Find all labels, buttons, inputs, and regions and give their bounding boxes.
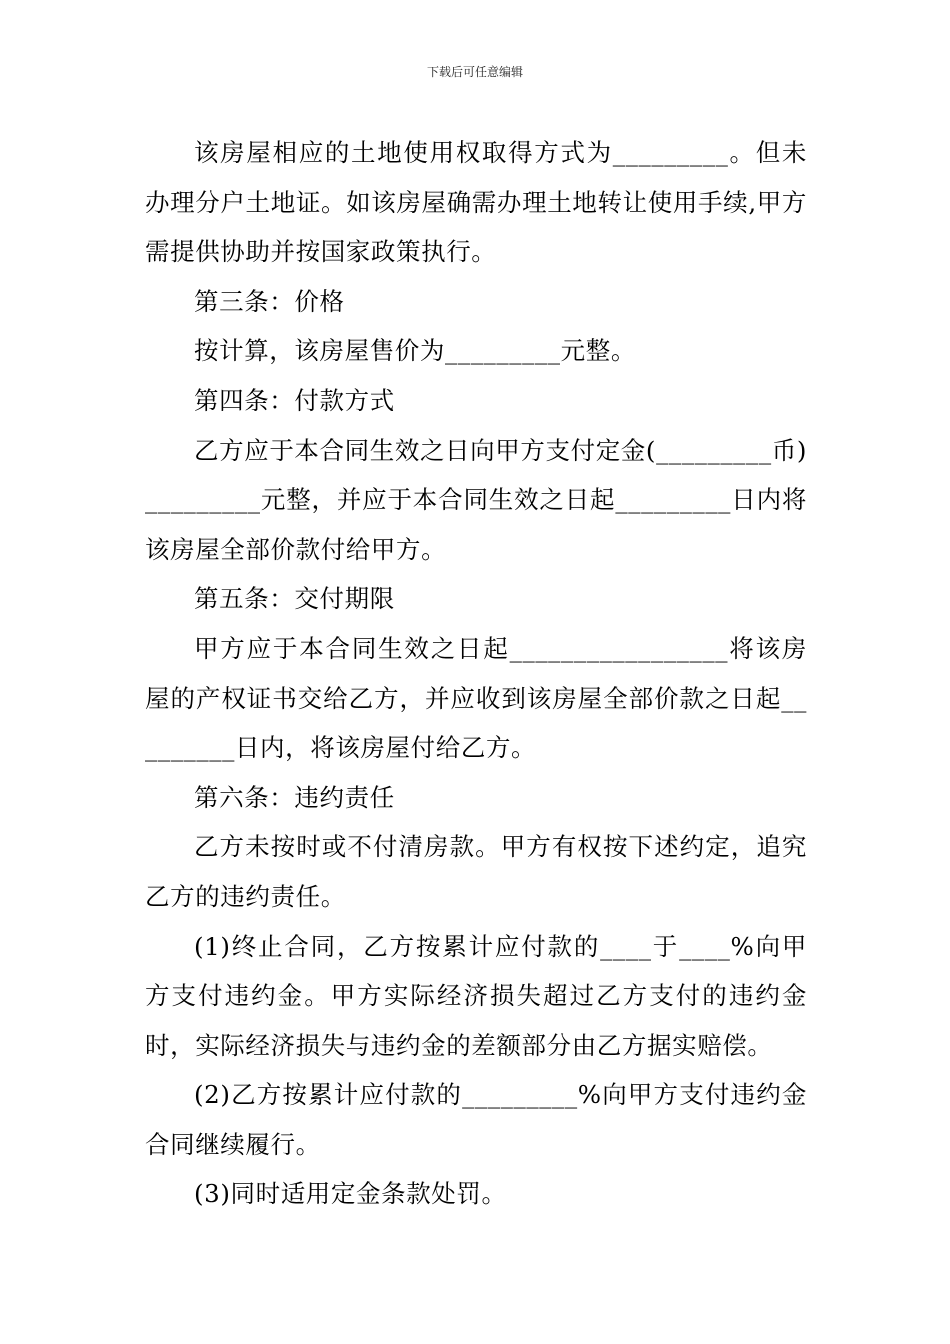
heading-article-6-liability: 第六条：违约责任 [194, 782, 395, 812]
paragraph-payment: 乙方应于本合同生效之日向甲方支付定金(_________币)_________元整，并应于本合同生效之日起_________日内将该房屋全部价款付给甲方。 [145, 435, 807, 564]
paragraph-liability-item-3: (3)同时适用定金条款处罚。 [194, 1179, 507, 1209]
document-body [145, 128, 807, 1219]
heading-article-4-payment: 第四条：付款方式 [194, 385, 395, 415]
heading-article-5-delivery: 第五条：交付期限 [194, 584, 395, 614]
paragraph-liability-item-1: (1)终止合同，乙方按累计应付款的____于____%向甲方支付违约金。甲方实际经济损失超过乙方支付的违约金时，实际经济损失与违约金的差额部分由乙方据实赔偿。 [145, 931, 807, 1060]
paragraph-price: 按计算，该房屋售价为_________元整。 [194, 336, 636, 366]
page-header: 下载后可任意编辑 [426, 65, 523, 79]
heading-article-3-price: 第三条：价格 [194, 286, 345, 316]
paragraph-liability-intro: 乙方未按时或不付清房款。甲方有权按下述约定，追究乙方的违约责任。 [145, 832, 807, 911]
paragraph-liability-item-2: (2)乙方按累计应付款的_________%向甲方支付违约金合同继续履行。 [145, 1080, 807, 1159]
paragraph-land-use-right: 该房屋相应的土地使用权取得方式为_________。但未办理分户土地证。如该房屋确需办理土地转让使用手续,甲方需提供协助并按国家政策执行。 [145, 138, 807, 267]
paragraph-delivery: 甲方应于本合同生效之日起_________________将该房屋的产权证书交给乙方，并应收到该房屋全部价款之日起_________日内，将该房屋付给乙方。 [145, 633, 807, 763]
